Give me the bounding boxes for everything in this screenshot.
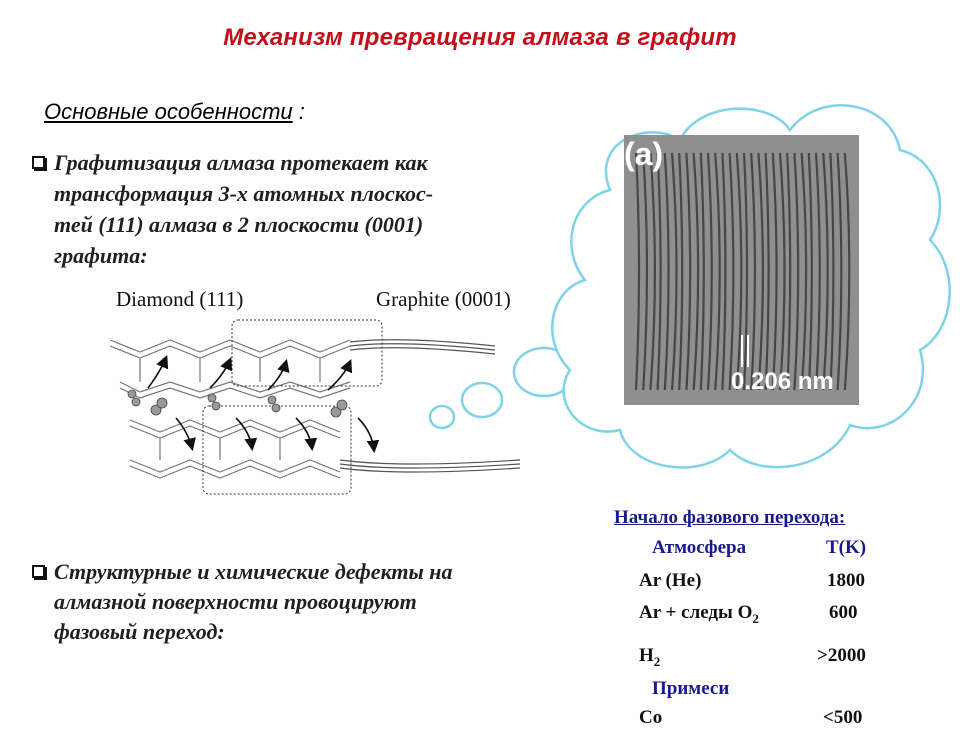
table-cell-temperature: >2000 xyxy=(817,645,866,666)
tem-panel-label: (a) xyxy=(624,136,664,172)
diamond-lattice-bottom xyxy=(130,420,340,478)
table-cell-atmosphere: Co xyxy=(639,707,663,728)
diamond-lattice-top xyxy=(110,340,350,398)
subscript: 2 xyxy=(653,653,661,669)
table-cell-atmosphere xyxy=(639,602,759,627)
subscript: 2 xyxy=(752,610,759,626)
graphite-label: Graphite (0001) xyxy=(376,287,511,311)
diamond-label: Diamond (111) xyxy=(116,287,244,311)
bullet-line: Графитизация алмаза протекает как xyxy=(54,150,428,175)
table-heading: Начало фазового перехода: xyxy=(614,507,846,528)
bullet-line: трансформация 3-х атомных плоскос- xyxy=(54,181,434,206)
atom-balls xyxy=(128,390,347,417)
subtitle-colon: : xyxy=(292,99,305,124)
slide-title: Механизм превращения алмаза в графит xyxy=(223,24,737,51)
impurities-heading: Примеси xyxy=(652,678,730,699)
tem-scale-label: 0.206 nm xyxy=(731,368,834,395)
atmosphere-text: Ar + следы O xyxy=(639,602,753,623)
table-cell-temperature: 600 xyxy=(829,602,858,623)
table-cell-temperature: <500 xyxy=(823,707,863,728)
checkbox-bullet-icon xyxy=(32,156,45,169)
table-cell-atmosphere: Ar (He) xyxy=(639,570,702,591)
section-subtitle xyxy=(44,99,305,125)
column-header-temperature: T(K) xyxy=(826,537,867,558)
bullet-line: графита: xyxy=(54,243,148,268)
table-cell-atmosphere xyxy=(639,645,660,670)
checkbox-bullet-icon xyxy=(32,565,45,578)
bullet-line: фазовый переход: xyxy=(54,619,225,644)
subtitle-text: Основные особенности xyxy=(44,99,293,124)
tem-image xyxy=(624,135,859,405)
column-header-atmosphere: Атмосфера xyxy=(652,537,747,558)
bullet-line: тей (111) алмаза в 2 плоскости (0001) xyxy=(54,212,424,237)
table-cell-temperature: 1800 xyxy=(827,570,865,591)
bullet-line: Структурные и химические дефекты на xyxy=(54,559,453,584)
atmosphere-text: H xyxy=(639,645,654,666)
bullet-line: алмазной поверхности провоцируют xyxy=(54,589,417,614)
